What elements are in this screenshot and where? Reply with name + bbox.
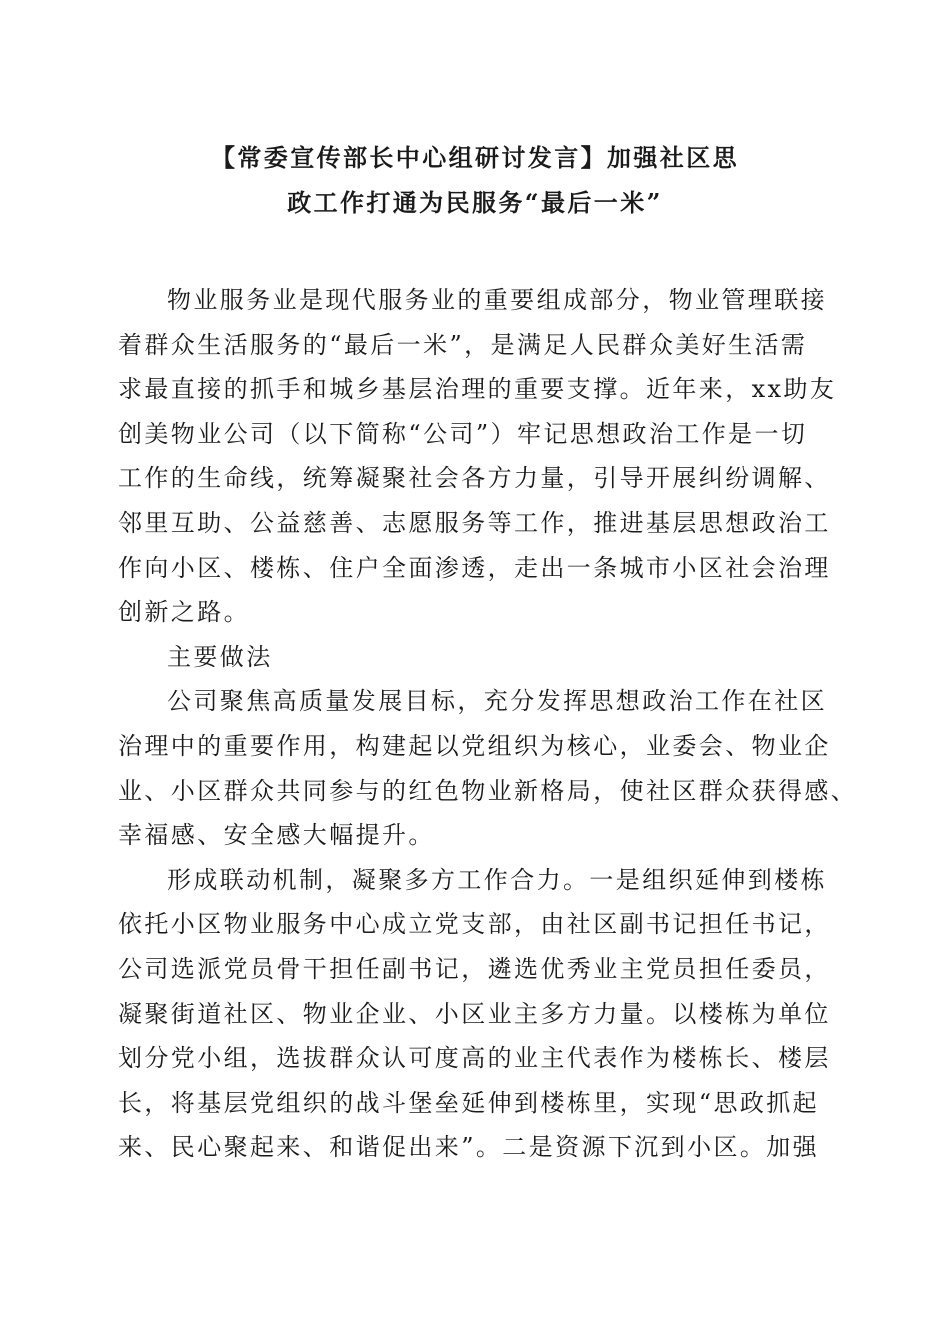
body-line: 公司聚焦高质量发展目标，充分发挥思想政治工作在社区 [167,687,827,716]
body-line: 邻里互助、公益慈善、志愿服务等工作，推进基层思想政治工 [118,508,831,537]
section-heading: 主要做法 [167,642,273,671]
body-line: 创美物业公司（以下简称“公司”）牢记思想政治工作是一切 [118,419,808,448]
body-line: 依托小区物业服务中心成立党支部，由社区副书记担任书记， [118,910,831,939]
body-line: 幸福感、安全感大幅提升。 [118,821,435,850]
body-line: 凝聚街道社区、物业企业、小区业主多方力量。以楼栋为单位 [118,999,831,1028]
body-line: 作向小区、楼栋、住户全面渗透，走出一条城市小区社会治理 [118,553,831,582]
body-line: 公司选派党员骨干担任副书记，遴选优秀业主党员担任委员， [118,954,831,983]
title-line-1: 【常委宣传部长中心组研讨发言】加强社区思 [211,143,739,172]
body-line: 着群众生活服务的“最后一米”，是满足人民群众美好生活需 [118,330,808,359]
body-line: 业、小区群众共同参与的红色物业新格局，使社区群众获得感、 [118,776,858,805]
title-line-2: 政工作打通为民服务“最后一米” [287,187,663,217]
body-line: 治理中的重要作用，构建起以党组织为核心，业委会、物业企 [118,731,831,760]
body-line: 长，将基层党组织的战斗堡垒延伸到楼栋里，实现“思政抓起 [118,1088,820,1117]
body-line: 工作的生命线，统筹凝聚社会各方力量，引导开展纠纷调解、 [118,464,831,493]
body-line: 物业服务业是现代服务业的重要组成部分，物业管理联接 [167,286,827,314]
body-line: 创新之路。 [118,598,250,627]
document-body [118,278,858,1170]
body-line: 求最直接的抓手和城乡基层治理的重要支撑。近年来，xx助友 [118,375,837,404]
body-line: 来、民心聚起来、和谐促出来”。二是资源下沉到小区。加强 [118,1133,820,1162]
document-title [90,136,860,225]
body-line: 形成联动机制，凝聚多方工作合力。一是组织延伸到楼栋 [167,865,827,894]
body-line: 划分党小组，选拔群众认可度高的业主代表作为楼栋长、楼层 [118,1044,831,1073]
